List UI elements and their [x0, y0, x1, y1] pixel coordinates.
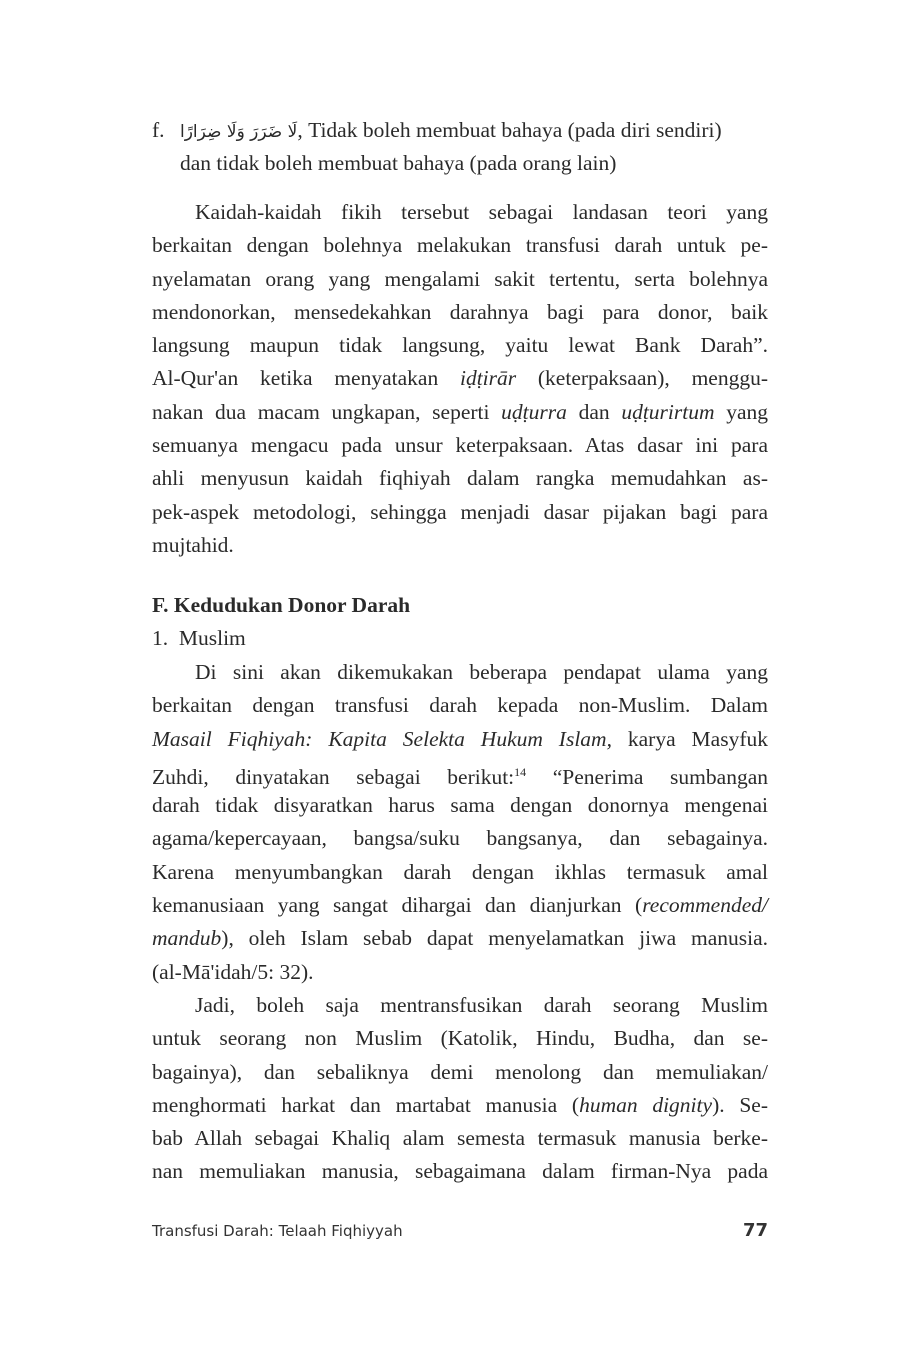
text-segment: agama/kepercayaan, bangsa/suku bangsanya, dan sebagainya.: [152, 826, 768, 851]
text-segment: ). Se-: [712, 1092, 768, 1117]
list-item-text: [152, 114, 768, 181]
text-line: [152, 296, 768, 329]
text-segment: mendonorkan, mensedekahkan darahnya bagi para donor, baik: [152, 299, 768, 324]
paragraph: [152, 989, 768, 1189]
text-line: [152, 989, 768, 1022]
text-line: [152, 822, 768, 855]
italic-text: uḍṭurra: [501, 399, 567, 424]
text-segment: berkaitan dengan transfusi darah kepada non-Muslim. Dalam: [152, 693, 768, 718]
text-line: [152, 656, 768, 689]
text-segment: karya Masyfuk: [611, 726, 768, 751]
list-label: f.: [152, 118, 165, 142]
text-line: [152, 329, 768, 362]
running-title: Transfusi Darah: Telaah Fiqhiyyah: [152, 1222, 403, 1240]
text-line: [152, 263, 768, 296]
text-line: [152, 429, 768, 462]
text-segment: bagainya), dan sebaliknya demi menolong dan memuliakan/: [152, 1059, 768, 1084]
text-segment: (al-Mā'idah/5: 32).: [152, 959, 314, 984]
text-segment: berkaitan dengan bolehnya melakukan transfusi darah untuk pe-: [152, 233, 768, 258]
text-segment: menghormati harkat dan martabat manusia (: [152, 1092, 580, 1117]
italic-text: Masail Fiqhiyah: Kapita Selekta Hukum Islam,: [152, 726, 612, 751]
text-line: [152, 1155, 768, 1188]
italic-text: recommended/: [642, 893, 768, 918]
text-line: [152, 889, 768, 922]
text-segment: langsung maupun tidak langsung, yaitu lewat Bank Darah”.: [152, 333, 768, 358]
paragraph: [152, 196, 768, 562]
subsection-heading: 1. Muslim: [152, 626, 246, 650]
text-line: [152, 196, 768, 229]
text-segment: Jadi, boleh saja mentransfusikan darah seorang Muslim: [195, 993, 768, 1017]
text-segment: mujtahid.: [152, 532, 234, 557]
text-segment: kemanusiaan yang sangat dihargai dan dianjurkan (: [152, 893, 643, 918]
text-line: [152, 1022, 768, 1055]
text-segment: Karena menyumbangkan darah dengan ikhlas termasuk amal: [152, 859, 768, 884]
text-segment: nakan dua macam ungkapan, seperti: [152, 399, 502, 424]
text-line: [180, 114, 768, 147]
text-line: [152, 1089, 768, 1122]
list-item-f: [152, 114, 768, 181]
text-line: [180, 147, 768, 180]
italic-text: mandub: [152, 926, 222, 951]
text-segment: Al-Qur'an ketika menyatakan: [152, 366, 460, 391]
text-segment: semuanya mengacu pada unsur keterpaksaan. Atas dasar ini para: [152, 433, 768, 458]
section-heading: F. Kedudukan Donor Darah: [152, 593, 411, 617]
text-line: [152, 956, 768, 989]
text-segment: yang: [714, 399, 768, 424]
text-segment: ahli menyusun kaidah fiqhiyah dalam rangka memudahkan as-: [152, 466, 768, 491]
text-line: [152, 1122, 768, 1155]
text-segment: nan memuliakan manusia, sebagaimana dalam firman-Nya pada: [152, 1159, 768, 1184]
text-segment: (keterpaksaan), menggu-: [516, 366, 768, 391]
text-line: [152, 789, 768, 822]
text-line: [152, 462, 768, 495]
text-line: [152, 756, 768, 789]
arabic-text: لَا ضَرَرَ وَلَا ضِرَارًا: [180, 122, 298, 142]
paragraph: [152, 656, 768, 989]
page-number: 77: [742, 1220, 768, 1241]
text-segment: nyelamatan orang yang mengalami sakit tertentu, serta bolehnya: [152, 266, 768, 291]
italic-text: uḍṭurirtum: [621, 399, 715, 424]
italic-text: human dignity: [579, 1092, 713, 1117]
text-segment: pek-aspek metodologi, sehingga menjadi dasar pijakan bagi para: [152, 499, 768, 524]
text-line: [152, 856, 768, 889]
text-segment: darah tidak disyaratkan harus sama dengan donornya mengenai: [152, 793, 768, 818]
text-line: [152, 723, 768, 756]
text-segment: Di sini akan dikemukakan beberapa pendapat ulama yang: [195, 660, 768, 684]
text-line: [152, 362, 768, 395]
page-footer: [152, 1222, 768, 1246]
text-segment: “Penerima sumbangan: [526, 764, 768, 789]
text-line: [152, 529, 768, 562]
text-segment: dan: [566, 399, 622, 424]
text-line: [152, 229, 768, 262]
text-line: [152, 689, 768, 722]
text-segment: Kaidah-kaidah fikih tersebut sebagai landasan teori yang: [195, 200, 768, 224]
text-segment: , Tidak boleh membuat bahaya (pada diri sendiri): [297, 118, 722, 142]
text-line: [152, 496, 768, 529]
text-line: [152, 922, 768, 955]
text-segment: Zuhdi, dinyatakan sebagai berikut:: [152, 764, 515, 789]
text-segment: bab Allah sebagai Khaliq alam semesta termasuk manusia berke-: [152, 1126, 768, 1151]
text-segment: dan tidak boleh membuat bahaya (pada orang lain): [180, 151, 617, 176]
text-segment: ), oleh Islam sebab dapat menyelamatkan jiwa manusia.: [221, 926, 768, 951]
footnote-ref: 14: [514, 764, 527, 779]
text-line: [152, 1056, 768, 1089]
text-line: [152, 396, 768, 429]
italic-text: iḍṭirār: [459, 366, 517, 391]
text-segment: untuk seorang non Muslim (Katolik, Hindu, Budha, dan se-: [152, 1026, 768, 1051]
